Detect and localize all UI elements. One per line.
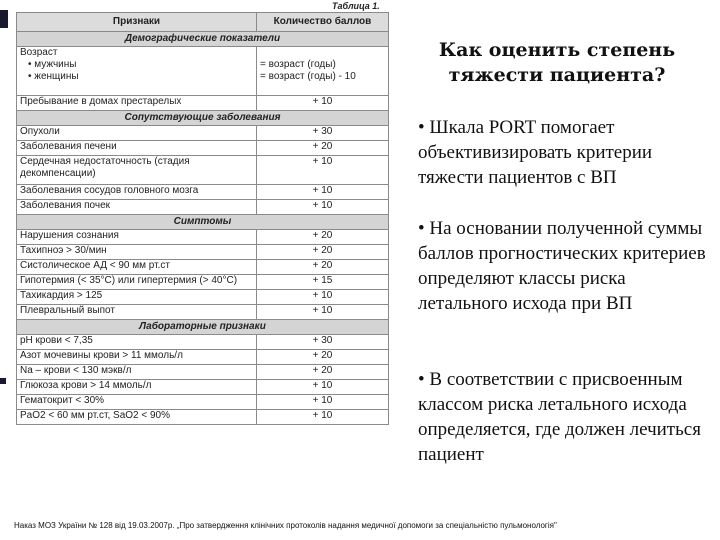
table-row bbox=[17, 395, 389, 410]
footer-citation: Наказ МОЗ України № 128 від 19.03.2007р. „Про затвердження клінічних протоколів надання медичної допомоги за спеціальністю пульмонологія" bbox=[14, 521, 557, 530]
table-row bbox=[17, 335, 389, 350]
table-row bbox=[17, 230, 389, 245]
bullet-port-scale: • Шкала PORT помогает объективизировать критерии тяжести пациентов с ВП bbox=[418, 117, 653, 188]
table-row bbox=[17, 305, 389, 320]
table-row bbox=[17, 96, 389, 111]
row-label: Нарушения сознания bbox=[17, 230, 257, 245]
row-label: Опухоли bbox=[17, 126, 257, 141]
header-criteria: Признаки bbox=[17, 13, 257, 32]
row-label: Тахипноэ > 30/мин bbox=[17, 245, 257, 260]
row-label: Пребывание в домах престарелых bbox=[17, 96, 257, 111]
row-points: + 10 bbox=[257, 290, 389, 305]
bullet-treatment-place: • В соответствии с присвоенным классом риска летального исхода определяется, где должен лечиться пациент bbox=[418, 369, 701, 465]
table-row bbox=[17, 185, 389, 200]
men-label: • мужчины bbox=[28, 59, 77, 70]
women-label: • женщины bbox=[28, 71, 79, 82]
table-row bbox=[17, 245, 389, 260]
row-label: Глюкоза крови > 14 ммоль/л bbox=[17, 380, 257, 395]
table-row bbox=[17, 365, 389, 380]
slide-title: Как оценить степень тяжести пациента? bbox=[438, 39, 676, 86]
row-label: Азот мочевины крови > 11 ммоль/л bbox=[17, 350, 257, 365]
row-label: Заболевания почек bbox=[17, 200, 257, 215]
row-points: + 20 bbox=[257, 245, 389, 260]
row-label: Тахикардия > 125 bbox=[17, 290, 257, 305]
table-row bbox=[17, 290, 389, 305]
table-row bbox=[17, 350, 389, 365]
row-points: + 20 bbox=[257, 230, 389, 245]
row-label: Гипотермия (< 35°С) или гипертермия (> 40°С) bbox=[17, 275, 257, 290]
row-points: + 20 bbox=[257, 365, 389, 380]
row-label: Гематокрит < 30% bbox=[17, 395, 257, 410]
table-row bbox=[17, 156, 389, 185]
row-label: Заболевания печени bbox=[17, 141, 257, 156]
row-points: + 10 bbox=[257, 380, 389, 395]
section-demographics: Демографические показатели bbox=[17, 32, 389, 47]
row-points: + 10 bbox=[257, 410, 389, 425]
row-points: + 20 bbox=[257, 141, 389, 156]
men-points: = возраст (годы) bbox=[260, 59, 336, 70]
table-row bbox=[17, 380, 389, 395]
row-points: + 15 bbox=[257, 275, 389, 290]
row-label: PaO2 < 60 мм рт.ст, SaO2 < 90% bbox=[17, 410, 257, 425]
row-points: + 30 bbox=[257, 126, 389, 141]
section-comorbidities: Сопутствующие заболевания bbox=[17, 111, 389, 126]
row-points: + 10 bbox=[257, 96, 389, 111]
cell-age-points bbox=[257, 47, 389, 96]
row-label: Сердечная недостаточность (стадия декомпенсации) bbox=[17, 156, 257, 185]
row-points: + 30 bbox=[257, 335, 389, 350]
row-points: + 10 bbox=[257, 200, 389, 215]
row-points: + 10 bbox=[257, 395, 389, 410]
section-symptoms: Симптомы bbox=[17, 215, 389, 230]
table-row bbox=[17, 47, 389, 96]
row-label: Плевральный выпот bbox=[17, 305, 257, 320]
slide-accent-dot bbox=[0, 378, 6, 384]
row-points: + 10 bbox=[257, 185, 389, 200]
row-points: + 20 bbox=[257, 260, 389, 275]
row-label: Na – крови < 130 мэкв/л bbox=[17, 365, 257, 380]
bullet-risk-classes: • На основании полученной суммы баллов прогностических критериев определяют классы риска летального исхода при ВП bbox=[418, 218, 706, 314]
table-row bbox=[17, 260, 389, 275]
table-row bbox=[17, 141, 389, 156]
women-points: = возраст (годы) - 10 bbox=[260, 71, 356, 82]
cell-age bbox=[17, 47, 257, 96]
table-row bbox=[17, 200, 389, 215]
table-row bbox=[17, 410, 389, 425]
port-scale-table bbox=[16, 12, 389, 425]
row-label: Заболевания сосудов головного мозга bbox=[17, 185, 257, 200]
table-caption: Таблица 1. bbox=[332, 1, 380, 11]
table-row bbox=[17, 126, 389, 141]
row-points: + 10 bbox=[257, 305, 389, 320]
section-lab: Лабораторные признаки bbox=[17, 320, 389, 335]
slide-accent-bar bbox=[0, 10, 8, 28]
table-row bbox=[17, 275, 389, 290]
row-points: + 20 bbox=[257, 350, 389, 365]
row-label: Систолическое АД < 90 мм рт.ст bbox=[17, 260, 257, 275]
header-points: Количество баллов bbox=[257, 13, 389, 32]
row-label: pH крови < 7,35 bbox=[17, 335, 257, 350]
row-points: + 10 bbox=[257, 156, 389, 185]
age-label: Возраст bbox=[20, 47, 58, 58]
